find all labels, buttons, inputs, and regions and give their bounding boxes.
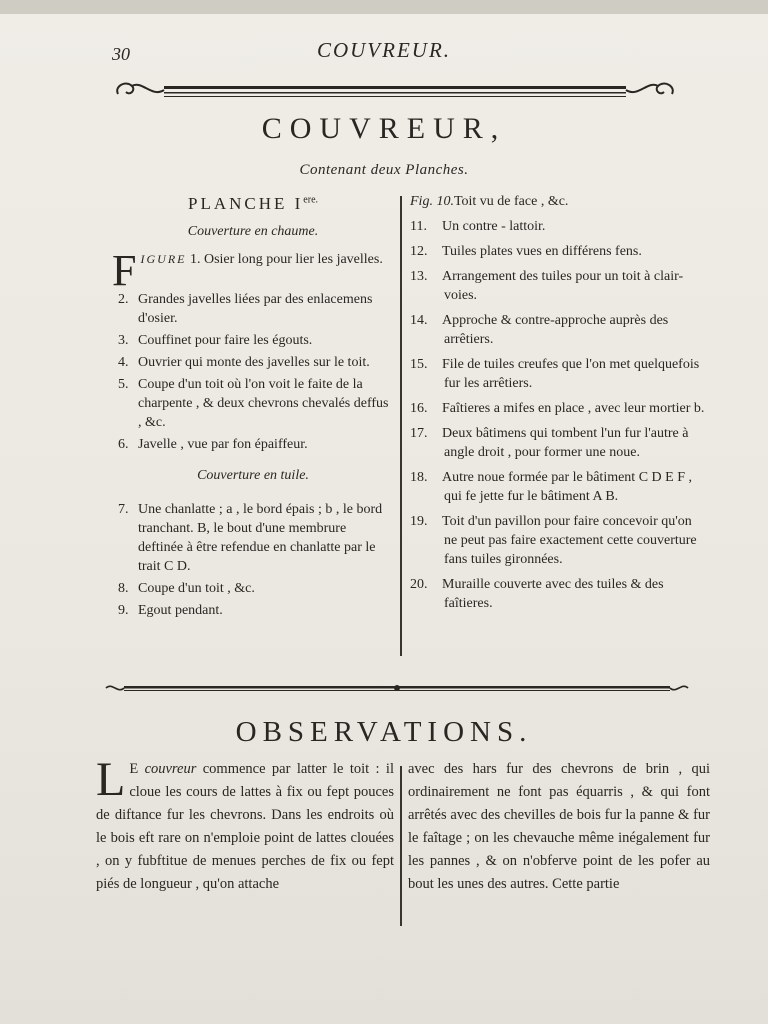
figure-number: 14. bbox=[410, 313, 428, 328]
figure-entry bbox=[112, 375, 394, 432]
observations-drop-cap: L bbox=[96, 753, 126, 806]
figure-number: 15. bbox=[410, 357, 428, 372]
figure-text: Coupe d'un toit , &c. bbox=[138, 581, 255, 596]
figure-text: Coupe d'un toit où l'on voit le faite de la charpente , & deux chevrons chevalés deffus , &c. bbox=[138, 377, 389, 430]
top-ornament-rule bbox=[112, 76, 678, 104]
figure-entry bbox=[408, 424, 708, 462]
figure-number: 20. bbox=[410, 577, 428, 592]
figure-text: Muraille couverte avec des tuiles & des faîtieres. bbox=[442, 577, 664, 611]
observations-title: OBSERVATIONS. bbox=[235, 716, 533, 748]
figure-entry bbox=[112, 500, 394, 576]
figure-entry bbox=[112, 353, 394, 372]
figure-number: 2. bbox=[118, 292, 129, 307]
middle-ornament-rule bbox=[104, 678, 690, 698]
figure-text: Javelle , vue par fon épaiffeur. bbox=[138, 437, 308, 452]
figure-text: File de tuiles creufes que l'on met quelquefois fur les arrêtiers. bbox=[442, 357, 700, 391]
figure-number: 13. bbox=[410, 269, 428, 284]
figure-entry bbox=[408, 575, 708, 613]
figure-entry bbox=[408, 399, 708, 418]
figure-entry bbox=[112, 579, 394, 598]
figure-text: Un contre - lattoir. bbox=[442, 219, 546, 234]
figure-entry bbox=[408, 267, 708, 305]
observations-left-column bbox=[96, 753, 394, 896]
observations-column-divider bbox=[400, 766, 402, 926]
figure-text: Ouvrier qui monte des javelles sur le toit. bbox=[138, 355, 370, 370]
figure-entry bbox=[408, 311, 708, 349]
observations-left-text: commence par latter le toit : il cloue les cours de lattes à fix ou fept pouces de diftance fur les chevrons. Dans les endroits où le bois eft rare on n'emploie point de lattes clouées , on y fubftitue de menues perches de fix ou fept piés de longueur , qu'on attache bbox=[96, 761, 394, 892]
figure-number: 3. bbox=[118, 333, 129, 348]
observations-right-column bbox=[408, 758, 710, 896]
section-heading-tuile: Couverture en tuile. bbox=[197, 468, 309, 483]
figure-text: Couffinet pour faire les égouts. bbox=[138, 333, 313, 348]
figure-entry bbox=[408, 512, 708, 569]
figure-text: Approche & contre-approche auprès des arrêtiers. bbox=[442, 313, 669, 347]
main-title: COUVREUR, bbox=[261, 112, 507, 145]
figure-text: Autre noue formée par le bâtiment C D E F , qui fe jette fur le bâtiment A B. bbox=[442, 470, 692, 504]
figure-text: Tuiles plates vues en différens fens. bbox=[442, 244, 642, 259]
subtitle: Contenant deux Planches. bbox=[299, 162, 469, 178]
figure-text: Grandes javelles liées par des enlacemens d'osier. bbox=[138, 292, 373, 326]
figure-number: 5. bbox=[118, 377, 129, 392]
column-divider bbox=[400, 196, 402, 656]
figure-number: 4. bbox=[118, 355, 129, 370]
figure-text: Toit vu de face , &c. bbox=[453, 194, 569, 209]
figure-entry bbox=[112, 331, 394, 350]
plate-heading-text: PLANCHE I bbox=[187, 194, 304, 213]
section-heading-chaume: Couverture en chaume. bbox=[187, 224, 319, 239]
figure-number: Fig. 10. bbox=[410, 194, 454, 209]
left-column bbox=[112, 192, 394, 623]
plate-heading bbox=[112, 194, 394, 214]
figure-entry bbox=[112, 601, 394, 620]
figure-entry bbox=[112, 435, 394, 454]
observations-right-text: avec des hars fur des chevrons de brin , qui ordinairement ne font pas équarris , & qui font arrêtés avec des chevilles de bois fur la panne & fur le faîtage ; on les chevauche même inégalement fur les pannes , & on n'obferve point de les pofer au bout les unes des autres. Cette partie bbox=[408, 761, 710, 892]
figure-number: 6. bbox=[118, 437, 129, 452]
figure-number: 8. bbox=[118, 581, 129, 596]
right-column bbox=[408, 192, 708, 619]
figure-number: 9. bbox=[118, 603, 129, 618]
figure-number: 12. bbox=[410, 244, 428, 259]
observations-italic-word: couvreur bbox=[144, 761, 197, 777]
page-top-edge bbox=[0, 0, 768, 14]
figure-entry bbox=[112, 290, 394, 328]
figure-entry bbox=[112, 246, 394, 295]
figure-number: 19. bbox=[410, 514, 428, 529]
plate-heading-sup: ere. bbox=[303, 194, 319, 206]
running-head: COUVREUR. bbox=[316, 38, 452, 62]
page-number: 30 bbox=[112, 44, 130, 64]
figure-text: Egout pendant. bbox=[138, 603, 223, 618]
figure-entry bbox=[408, 355, 708, 393]
observations-intro: E bbox=[129, 761, 139, 777]
figure-number: 7. bbox=[118, 502, 129, 517]
figure-number: 16. bbox=[410, 401, 428, 416]
figure-text: Deux bâtimens qui tombent l'un fur l'autre à angle droit , pour former une noue. bbox=[442, 426, 689, 460]
figure-number: 18. bbox=[410, 470, 428, 485]
figure-text: Osier long pour lier les javelles. bbox=[203, 252, 383, 267]
figure-entry bbox=[408, 468, 708, 506]
figure-number: 1. bbox=[189, 252, 201, 267]
figure-entry bbox=[408, 192, 708, 211]
figure-text: Arrangement des tuiles pour un toit à clair-voies. bbox=[442, 269, 684, 303]
figure-text: Toit d'un pavillon pour faire concevoir qu'on ne peut pas faire exactement cette couverture fans tuiles gironnées. bbox=[442, 514, 697, 567]
figure-number: 11. bbox=[410, 219, 427, 234]
drop-cap: F bbox=[112, 246, 137, 295]
figure-smallcaps: IGURE bbox=[140, 252, 187, 266]
figure-text: Faîtieres a mifes en place , avec leur mortier b. bbox=[442, 401, 705, 416]
figure-text: Une chanlatte ; a , le bord épais ; b , le bord tranchant. B, le bout d'une membrure deftinée à être refendue en chanlatte par le trait C D. bbox=[138, 502, 383, 574]
figure-number: 17. bbox=[410, 426, 428, 441]
figure-entry bbox=[408, 217, 708, 236]
figure-entry bbox=[408, 242, 708, 261]
